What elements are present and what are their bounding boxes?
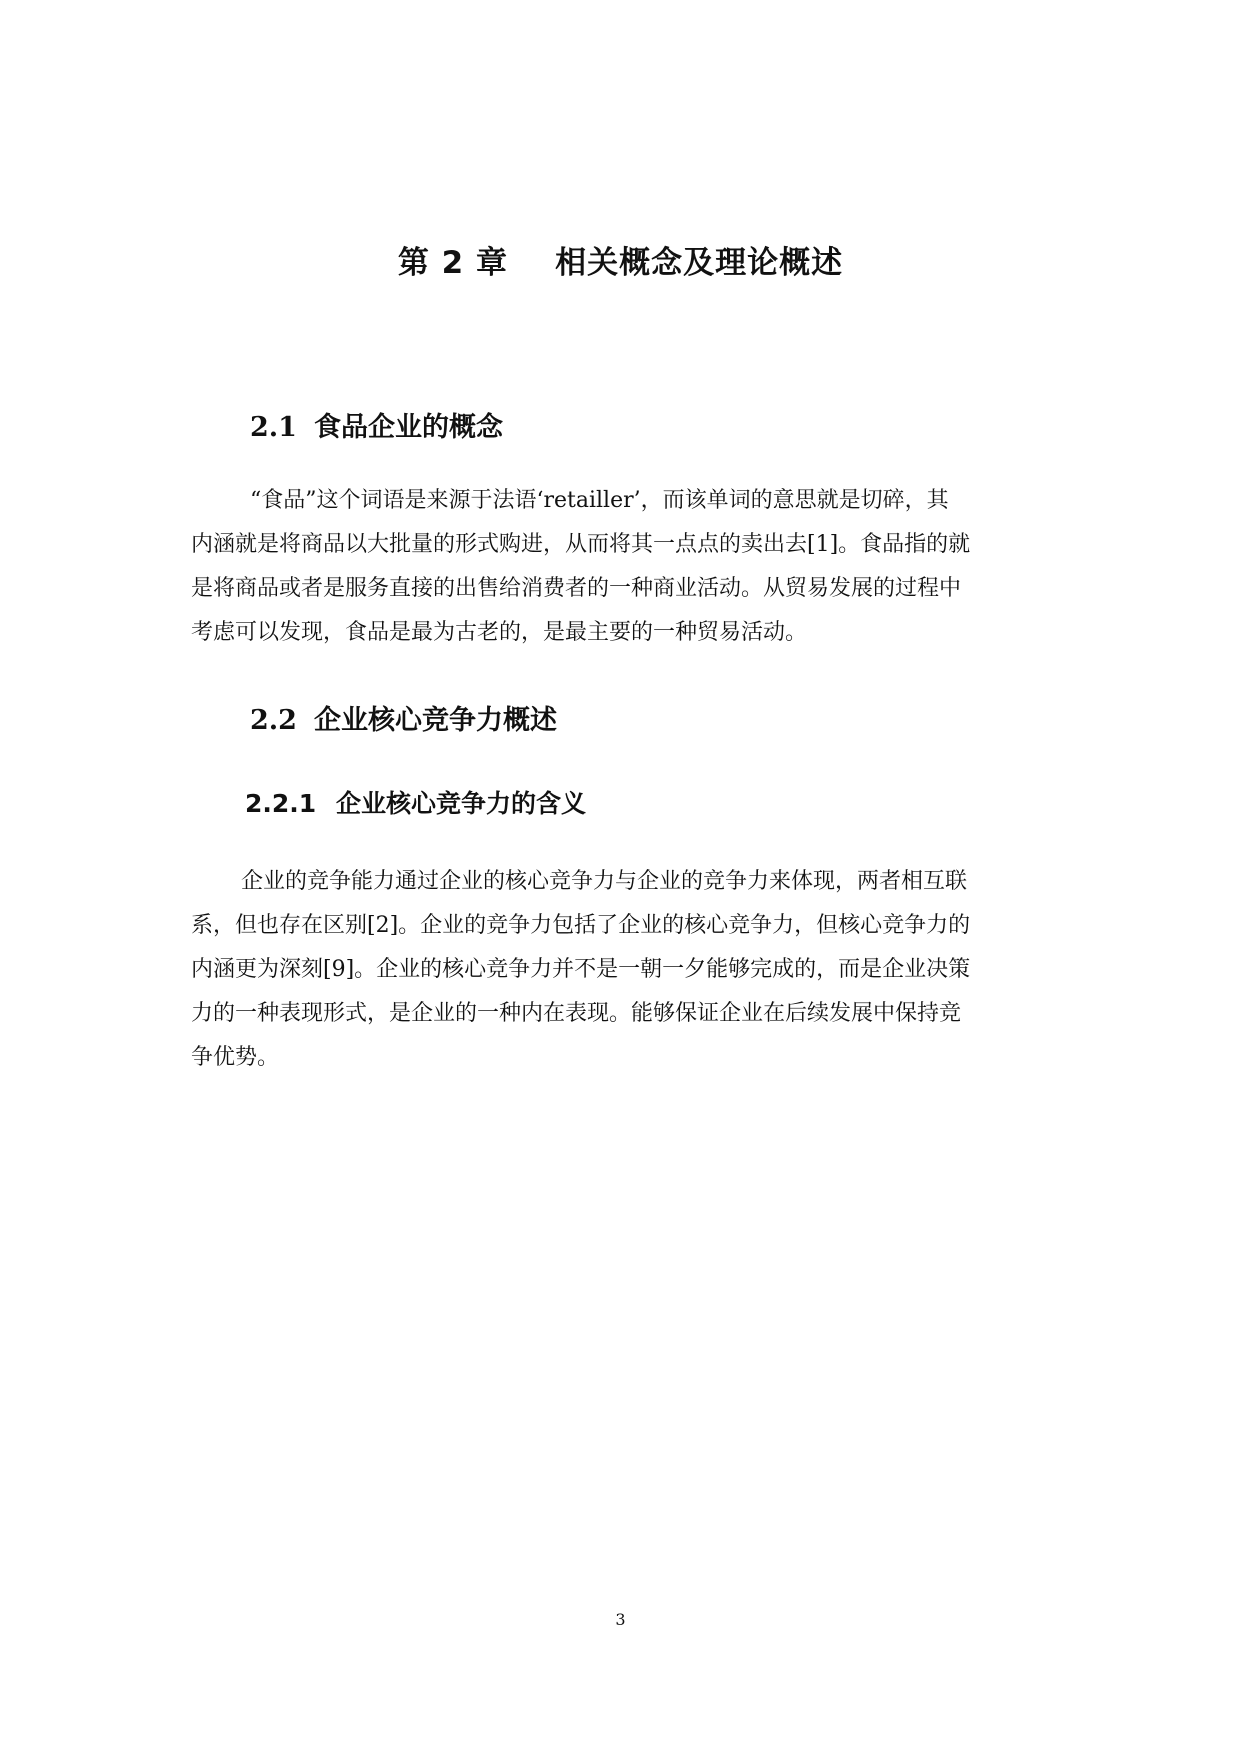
paragraph-line: 争优势。 (191, 1045, 280, 1070)
subsection-heading-2-2-1 (245, 787, 586, 821)
section-title: 企业核心竞争力概述 (314, 705, 557, 736)
section-2-1-paragraph (191, 479, 1061, 655)
paragraph-line: 内涵更为深刻[9]。企业的核心竞争力并不是一朝一夕能够完成的，而是企业决策 (191, 957, 971, 982)
paragraph-line: 企业的竞争能力通过企业的核心竞争力与企业的竞争力来体现，两者相互联 (241, 869, 968, 894)
section-2-2-1-paragraph (191, 860, 1061, 1080)
section-number: 2.1 (250, 412, 297, 443)
section-number: 2.2 (250, 705, 297, 736)
section-heading-2-2 (250, 703, 557, 739)
paragraph-line: 力的一种表现形式，是企业的一种内在表现。能够保证企业在后续发展中保持竞 (191, 1001, 962, 1026)
chapter-title: 第 2 章 相关概念及理论概述 (397, 245, 844, 281)
subsection-number: 2.2.1 (245, 789, 317, 818)
page-number: 3 (615, 1610, 626, 1629)
paragraph-line: 内涵就是将商品以大批量的形式购进，从而将其一点点的卖出去[1]。食品指的就 (191, 532, 971, 557)
section-title: 食品企业的概念 (314, 412, 503, 443)
paragraph-line: 是将商品或者是服务直接的出售给消费者的一种商业活动。从贸易发展的过程中 (191, 576, 962, 601)
paragraph-line: 考虑可以发现，食品是最为古老的，是最主要的一种贸易活动。 (191, 620, 808, 645)
section-heading-2-1 (250, 410, 503, 446)
paragraph-line: “食品”这个词语是来源于法语‘retailler’，而该单词的意思就是切碎，其 (250, 488, 949, 513)
paragraph-line: 系，但也存在区别[2]。企业的竞争力包括了企业的核心竞争力，但核心竞争力的 (191, 913, 971, 938)
subsection-title: 企业核心竞争力的含义 (336, 789, 587, 818)
